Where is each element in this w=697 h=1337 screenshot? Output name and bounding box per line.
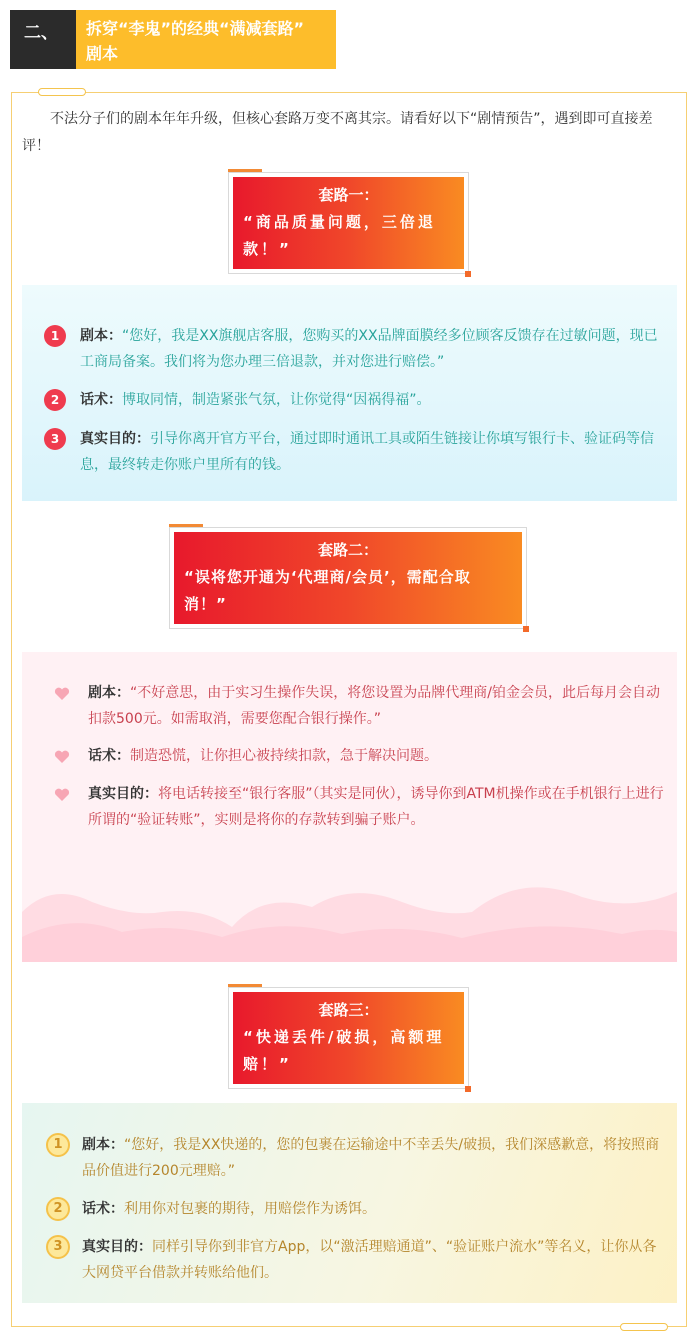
- routine-2-script: [88, 680, 668, 732]
- banner-dot-decoration: [465, 1086, 471, 1092]
- item-text: 利用你对包裹的期待，用赔偿作为诱饵。: [124, 1201, 376, 1217]
- routine-1-heading: 套路一：: [318, 186, 379, 204]
- section-title: [76, 10, 336, 69]
- item-text: “不好意思，由于实习生操作失误，将您设置为品牌代理商/铂金会员，此后每月会自动扣款500元。如需取消，需要您配合银行操作。”: [88, 685, 660, 727]
- number-badge: 3: [44, 428, 66, 450]
- section-title-line2: 剧本: [86, 44, 119, 63]
- routine-1-tactic: [80, 387, 670, 413]
- routine-2-panel: [22, 652, 677, 962]
- intro-paragraph: 不法分子们的剧本年年升级，但核心套路万变不离其宗。请看好以下“剧情预告”，遇到即可直接差评！: [22, 111, 653, 154]
- routine-2-banner: [169, 527, 527, 629]
- item-label: 剧本：: [82, 1137, 124, 1153]
- number-badge: 1: [44, 325, 66, 347]
- banner-dot-decoration: [523, 626, 529, 632]
- number-badge: 1: [46, 1133, 70, 1157]
- number-badge: 2: [46, 1197, 70, 1221]
- frame-corner-decoration: [620, 1323, 668, 1331]
- routine-3-tactic: [82, 1196, 670, 1222]
- routine-1-banner: [228, 172, 469, 274]
- routine-1-purpose: [80, 426, 670, 478]
- routine-3-script: [82, 1132, 670, 1184]
- routine-1-panel: [22, 285, 677, 501]
- routine-3-banner: [228, 987, 469, 1089]
- section-header: [10, 10, 336, 69]
- routine-2-purpose: [88, 781, 668, 833]
- routine-2-quote: “误将您开通为‘代理商/会员’，需配合取消！”: [184, 568, 471, 613]
- heart-icon: [54, 687, 70, 701]
- routine-3-purpose: [82, 1234, 670, 1286]
- section-title-line1: 拆穿“李鬼”的经典“满减套路”: [86, 19, 305, 38]
- routine-3-panel: [22, 1103, 677, 1303]
- routine-3-quote: “快递丢件/破损，高额理赔！”: [243, 1028, 445, 1073]
- number-badge: 3: [46, 1235, 70, 1259]
- item-label: 剧本：: [88, 685, 130, 701]
- item-text: 引导你离开官方平台，通过即时通讯工具或陌生链接让你填写银行卡、验证码等信息，最终转走你账户里所有的钱。: [80, 431, 654, 473]
- item-text: “您好，我是XX快递的，您的包裹在运输途中不幸丢失/破损，我们深感歉意，将按照商品价值进行200元理赔。”: [82, 1137, 660, 1179]
- item-text: 制造恐慌，让你担心被持续扣款，急于解决问题。: [130, 748, 438, 764]
- routine-1-script: [80, 323, 670, 375]
- heart-icon: [54, 788, 70, 802]
- item-label: 真实目的：: [80, 431, 150, 447]
- section-number: 二、: [10, 10, 76, 69]
- item-text: 博取同情，制造紧张气氛，让你觉得“因祸得福”。: [122, 392, 431, 408]
- item-label: 真实目的：: [82, 1239, 152, 1255]
- item-label: 剧本：: [80, 328, 122, 344]
- banner-dot-decoration: [465, 271, 471, 277]
- routine-2-heading: 套路二：: [317, 541, 378, 559]
- number-badge: 2: [44, 389, 66, 411]
- heart-icon: [54, 750, 70, 764]
- frame-corner-decoration: [38, 88, 86, 96]
- routine-3-heading: 套路三：: [318, 1001, 379, 1019]
- routine-1-quote: “商品质量问题，三倍退款！”: [243, 213, 436, 258]
- item-text: “您好，我是XX旗舰店客服，您购买的XX品牌面膜经多位顾客反馈存在过敏问题，现已工商局备案。我们将为您办理三倍退款，并对您进行赔偿。”: [80, 328, 658, 370]
- item-text: 将电话转接至“银行客服”（其实是同伙），诱导你到ATM机操作或在手机银行上进行所谓的“验证转账”，实则是将你的存款转到骗子账户。: [88, 786, 664, 828]
- cloud-decoration: [22, 872, 677, 962]
- item-text: 同样引导你到非官方App，以“激活理赔通道”、“验证账户流水”等名义，让你从各大网贷平台借款并转账给他们。: [82, 1239, 657, 1281]
- item-label: 话术：: [80, 392, 122, 408]
- item-label: 话术：: [82, 1201, 124, 1217]
- item-label: 话术：: [88, 748, 130, 764]
- item-label: 真实目的：: [88, 786, 158, 802]
- routine-2-tactic: [88, 743, 668, 769]
